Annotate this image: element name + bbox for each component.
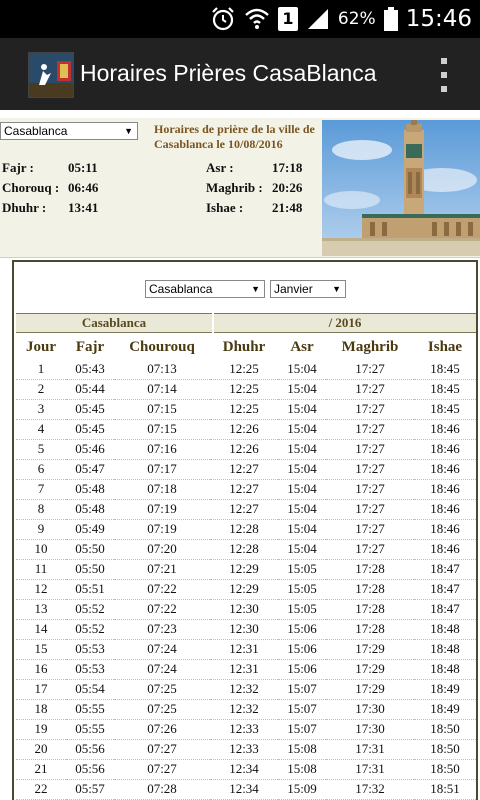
table-cell: 07:17 [114, 459, 210, 479]
table-cell: 05:47 [66, 459, 114, 479]
clock: 15:46 [405, 6, 472, 32]
status-bar-icons [210, 0, 472, 38]
table-cell: 07:14 [114, 379, 210, 399]
table-cell: 15:05 [278, 579, 326, 599]
table-cell: 17:28 [326, 619, 414, 639]
table-cell: 7 [16, 479, 66, 499]
table-cell: 05:50 [66, 539, 114, 559]
table-cell: 05:55 [66, 719, 114, 739]
table-cell: 2 [16, 379, 66, 399]
table-cell: 07:15 [114, 399, 210, 419]
table-cell: 07:19 [114, 519, 210, 539]
month-select[interactable] [270, 280, 346, 298]
monthly-table-panel [12, 260, 478, 800]
status-bar [0, 0, 480, 38]
table-cell: 3 [16, 399, 66, 419]
table-row [16, 399, 476, 419]
table-row [16, 739, 476, 759]
table-cell: 18:46 [414, 479, 476, 499]
table-cell: 15 [16, 639, 66, 659]
table-row [16, 459, 476, 479]
month-select-value: Janvier [274, 282, 313, 296]
table-cell: 05:48 [66, 479, 114, 499]
table-cell: 05:52 [66, 599, 114, 619]
table-cell: 15:06 [278, 639, 326, 659]
table-row [16, 759, 476, 779]
table-city-select-value: Casablanca [149, 282, 213, 296]
table-cell: 12:30 [210, 619, 278, 639]
table-cell: 05:46 [66, 439, 114, 459]
table-cell: 15:04 [278, 399, 326, 419]
table-cell: 07:22 [114, 599, 210, 619]
table-cell: 18:46 [414, 419, 476, 439]
table-cell: 12:28 [210, 539, 278, 559]
table-cell: 07:13 [114, 359, 210, 379]
table-cell: 17:31 [326, 759, 414, 779]
table-cell: 07:16 [114, 439, 210, 459]
table-cell: 18:46 [414, 459, 476, 479]
table-cell: 19 [16, 719, 66, 739]
table-cell: 15:04 [278, 359, 326, 379]
table-cell: 07:28 [114, 779, 210, 799]
chorouq-label: Chorouq : [2, 180, 60, 195]
fajr-time: 05:11 [68, 160, 98, 175]
table-cell: 17:27 [326, 379, 414, 399]
table-cell: 18:45 [414, 379, 476, 399]
table-cell: 18:45 [414, 399, 476, 419]
table-row [16, 379, 476, 399]
table-cell: 18:47 [414, 579, 476, 599]
table-cell: 07:15 [114, 419, 210, 439]
maghrib-label: Maghrib : [206, 180, 263, 195]
table-cell: 18:46 [414, 499, 476, 519]
table-cell: 12:31 [210, 639, 278, 659]
wifi-icon [244, 7, 270, 31]
table-cell: 17:29 [326, 639, 414, 659]
ishae-time: 21:48 [272, 200, 303, 215]
table-cell: 17:31 [326, 739, 414, 759]
table-cell: 16 [16, 659, 66, 679]
table-cell: 05:45 [66, 399, 114, 419]
table-row [16, 579, 476, 599]
table-cell: 17:29 [326, 679, 414, 699]
table-cell: 15:08 [278, 759, 326, 779]
table-cell: 15:04 [278, 499, 326, 519]
table-cell: 15:06 [278, 659, 326, 679]
mosque-image [322, 120, 480, 256]
table-row [16, 539, 476, 559]
table-cell: 18:48 [414, 659, 476, 679]
table-cell: 17:28 [326, 599, 414, 619]
table-cell: 20 [16, 739, 66, 759]
table-cell: 05:43 [66, 359, 114, 379]
table-cell: 15:04 [278, 539, 326, 559]
signal-icon [306, 7, 330, 31]
table-cell: 4 [16, 419, 66, 439]
table-row [16, 679, 476, 699]
table-cell: 18:50 [414, 739, 476, 759]
table-cell: 18:46 [414, 439, 476, 459]
table-cell: 05:56 [66, 739, 114, 759]
table-cell: 15:08 [278, 739, 326, 759]
sim-icon [278, 7, 298, 31]
table-cell: 07:26 [114, 719, 210, 739]
table-cell: 05:52 [66, 619, 114, 639]
app-title: Horaires Prières CasaBlanca [80, 60, 377, 86]
table-cell: 17:27 [326, 459, 414, 479]
table-row [16, 499, 476, 519]
table-cell: 15:04 [278, 379, 326, 399]
table-cell: 14 [16, 619, 66, 639]
table-cell: 17:27 [326, 539, 414, 559]
table-cell: 05:57 [66, 779, 114, 799]
table-row [16, 519, 476, 539]
table-cell: 15:09 [278, 779, 326, 799]
table-cell: 12:26 [210, 439, 278, 459]
table-cell: 18:47 [414, 599, 476, 619]
table-row [16, 559, 476, 579]
table-cell: 15:05 [278, 599, 326, 619]
table-cell: 05:44 [66, 379, 114, 399]
table-row [16, 439, 476, 459]
table-cell: 17 [16, 679, 66, 699]
summary-title: Horaires de prière de la ville de Casablanca le 10/08/2016 [154, 122, 315, 151]
table-cell: 17:27 [326, 419, 414, 439]
table-cell: 15:04 [278, 519, 326, 539]
table-cell: 07:27 [114, 739, 210, 759]
table-cell: 17:27 [326, 519, 414, 539]
table-body [16, 359, 476, 799]
table-row [16, 779, 476, 799]
sim-label: 1 [282, 9, 294, 28]
table-cell: 17:27 [326, 399, 414, 419]
column-header: Fajr [75, 338, 105, 355]
table-row [16, 419, 476, 439]
table-cell: 18:50 [414, 719, 476, 739]
overflow-menu-icon[interactable] [438, 58, 450, 92]
table-cell: 12:34 [210, 779, 278, 799]
table-band-city: Casablanca [16, 313, 212, 333]
table-cell: 07:24 [114, 639, 210, 659]
table-cell: 07:25 [114, 679, 210, 699]
table-cell: 10 [16, 539, 66, 559]
table-cell: 12:32 [210, 699, 278, 719]
table-cell: 05:53 [66, 659, 114, 679]
dropdown-arrow-icon: ▼ [251, 284, 260, 294]
column-header: Maghrib [341, 338, 399, 355]
table-cell: 12 [16, 579, 66, 599]
ishae-label: Ishae : [206, 200, 244, 215]
table-cell: 05:51 [66, 579, 114, 599]
table-cell: 18:48 [414, 639, 476, 659]
table-cell: 17:29 [326, 659, 414, 679]
table-cell: 07:24 [114, 659, 210, 679]
table-cell: 12:30 [210, 599, 278, 619]
dhuhr-time: 13:41 [68, 200, 99, 215]
table-row [16, 599, 476, 619]
table-cell: 05:54 [66, 679, 114, 699]
table-cell: 12:27 [210, 459, 278, 479]
app-bar [0, 38, 480, 110]
table-cell: 15:07 [278, 679, 326, 699]
table-cell: 07:25 [114, 699, 210, 719]
table-cell: 12:31 [210, 659, 278, 679]
table-cell: 22 [16, 779, 66, 799]
table-cell: 21 [16, 759, 66, 779]
table-cell: 17:27 [326, 359, 414, 379]
table-row [16, 639, 476, 659]
table-cell: 07:18 [114, 479, 210, 499]
table-cell: 15:04 [278, 419, 326, 439]
table-cell: 17:28 [326, 579, 414, 599]
table-cell: 05:45 [66, 419, 114, 439]
table-band-year: / 2016 [214, 313, 476, 333]
alarm-icon [210, 6, 236, 32]
table-header-row [16, 335, 476, 359]
dropdown-arrow-icon: ▼ [124, 126, 133, 136]
table-row [16, 699, 476, 719]
table-row [16, 359, 476, 379]
table-cell: 15:04 [278, 459, 326, 479]
table-cell: 8 [16, 499, 66, 519]
table-cell: 9 [16, 519, 66, 539]
table-cell: 05:50 [66, 559, 114, 579]
table-cell: 15:05 [278, 559, 326, 579]
table-row [16, 719, 476, 739]
table-cell: 17:30 [326, 719, 414, 739]
table-cell: 05:48 [66, 499, 114, 519]
table-cell: 07:21 [114, 559, 210, 579]
table-cell: 18:50 [414, 759, 476, 779]
table-cell: 07:22 [114, 579, 210, 599]
asr-time: 17:18 [272, 160, 303, 175]
table-cell: 12:33 [210, 719, 278, 739]
table-cell: 07:23 [114, 619, 210, 639]
table-cell: 12:32 [210, 679, 278, 699]
table-cell: 15:07 [278, 719, 326, 739]
table-cell: 18 [16, 699, 66, 719]
table-cell: 07:20 [114, 539, 210, 559]
table-cell: 1 [16, 359, 66, 379]
table-cell: 18:48 [414, 619, 476, 639]
maghrib-time: 20:26 [272, 180, 303, 195]
prayer-times-table [16, 335, 476, 800]
table-cell: 18:47 [414, 559, 476, 579]
table-cell: 18:46 [414, 519, 476, 539]
table-cell: 17:30 [326, 699, 414, 719]
table-cell: 12:25 [210, 399, 278, 419]
table-cell: 17:27 [326, 479, 414, 499]
table-cell: 17:27 [326, 499, 414, 519]
table-cell: 12:25 [210, 359, 278, 379]
table-cell: 18:49 [414, 679, 476, 699]
table-cell: 17:28 [326, 559, 414, 579]
dhuhr-label: Dhuhr : [2, 200, 47, 215]
table-cell: 07:19 [114, 499, 210, 519]
table-cell: 12:26 [210, 419, 278, 439]
column-header: Chourouq [129, 338, 195, 355]
table-cell: 07:27 [114, 759, 210, 779]
summary-city-select[interactable] [0, 122, 138, 140]
table-cell: 05:55 [66, 699, 114, 719]
table-cell: 11 [16, 559, 66, 579]
summary-city-select-value: Casablanca [4, 124, 68, 138]
table-city-select[interactable] [145, 280, 265, 298]
table-cell: 12:25 [210, 379, 278, 399]
table-cell: 13 [16, 599, 66, 619]
column-header: Asr [290, 338, 314, 355]
table-cell: 05:56 [66, 759, 114, 779]
table-row [16, 479, 476, 499]
table-cell: 5 [16, 439, 66, 459]
fajr-label: Fajr : [2, 160, 34, 175]
table-cell: 6 [16, 459, 66, 479]
column-header: Dhuhr [222, 338, 266, 355]
table-cell: 12:27 [210, 479, 278, 499]
table-cell: 18:51 [414, 779, 476, 799]
column-header: Jour [26, 338, 56, 355]
table-cell: 05:49 [66, 519, 114, 539]
column-header: Ishae [427, 338, 463, 355]
table-cell: 15:04 [278, 479, 326, 499]
table-cell: 15:04 [278, 439, 326, 459]
table-cell: 17:32 [326, 779, 414, 799]
table-cell: 18:46 [414, 539, 476, 559]
table-cell: 15:07 [278, 699, 326, 719]
table-cell: 12:27 [210, 499, 278, 519]
table-cell: 18:45 [414, 359, 476, 379]
table-row [16, 659, 476, 679]
battery-icon [384, 7, 398, 31]
table-cell: 12:29 [210, 559, 278, 579]
table-cell: 05:53 [66, 639, 114, 659]
battery-percent: 62% [337, 9, 376, 29]
table-cell: 18:49 [414, 699, 476, 719]
table-cell: 12:34 [210, 759, 278, 779]
chorouq-time: 06:46 [68, 180, 99, 195]
table-cell: 17:27 [326, 439, 414, 459]
table-row [16, 619, 476, 639]
dropdown-arrow-icon: ▼ [332, 284, 341, 294]
table-cell: 15:06 [278, 619, 326, 639]
app-logo-icon[interactable] [28, 52, 74, 98]
table-cell: 12:29 [210, 579, 278, 599]
table-cell: 12:28 [210, 519, 278, 539]
asr-label: Asr : [206, 160, 234, 175]
table-cell: 12:33 [210, 739, 278, 759]
